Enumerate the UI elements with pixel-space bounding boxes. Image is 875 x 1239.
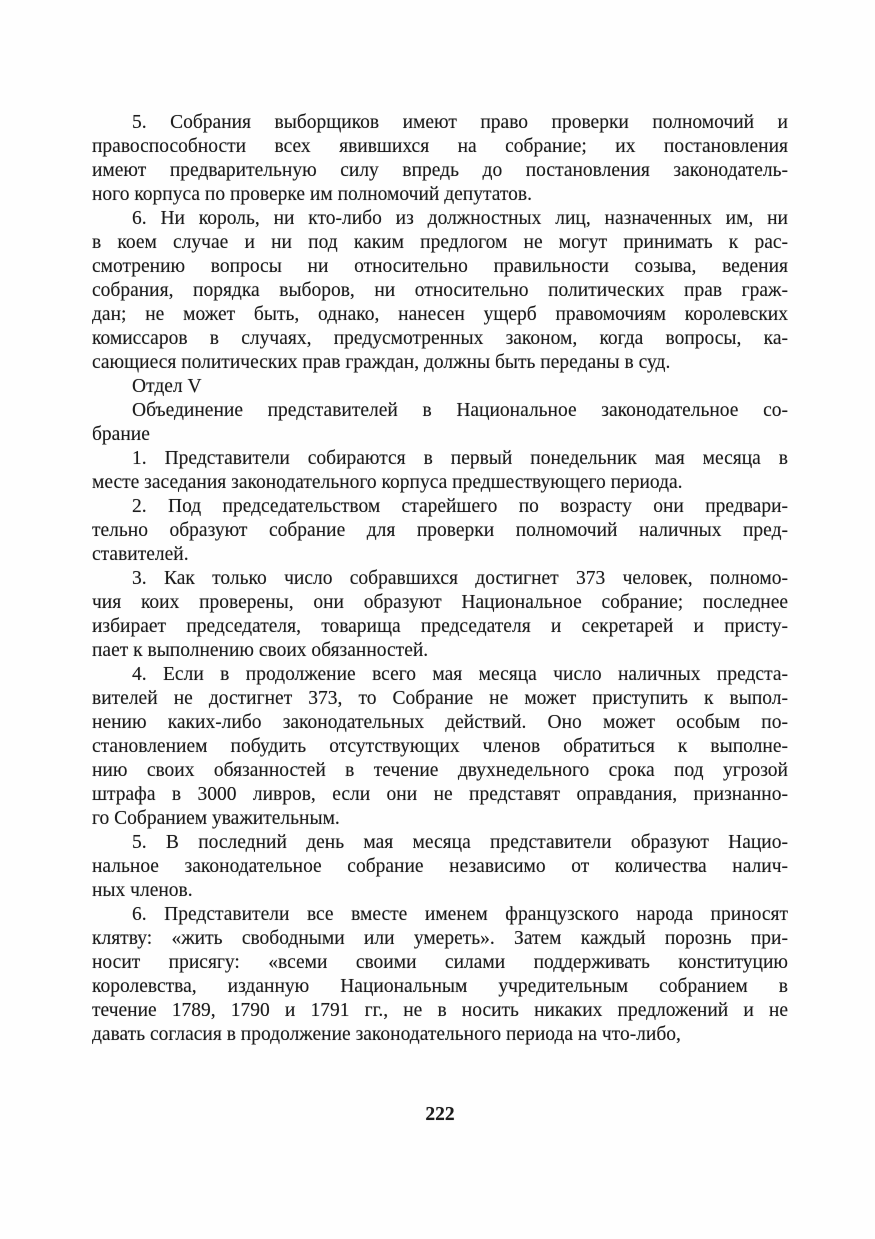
- text-line: Отдел V: [132, 376, 202, 397]
- text-line: 5. Собрания выборщиков имеют право проверки полномочий и: [132, 112, 788, 133]
- text-line: 2. Под председательством старейшего по возрасту они предвари-: [132, 496, 788, 517]
- text-line: 1. Представители собираются в первый понедельник мая месяца в: [132, 448, 788, 469]
- paragraph: [92, 375, 788, 399]
- text-line: давать согласия в продолжение законодательного периода на что-либо,: [92, 1024, 681, 1045]
- paragraph: [92, 111, 788, 207]
- text-line: брание: [92, 424, 150, 445]
- text-line: 6. Ни король, ни кто-либо из должностных лиц, назначенных им, ни: [132, 208, 788, 229]
- text-line: комиссаров в случаях, предусмотренных законом, когда вопросы, ка-: [92, 328, 788, 349]
- text-line: сающиеся политических прав граждан, должны быть переданы в суд.: [92, 352, 671, 373]
- text-line: клятву: «жить свободными или умереть». Затем каждый порознь при-: [92, 928, 788, 949]
- text-line: в коем случае и ни под каким предлогом не могут принимать к рас-: [92, 232, 788, 253]
- text-line: становлением побудить отсутствующих членов обратиться к выполне-: [92, 736, 788, 757]
- text-line: собрания, порядка выборов, ни относительно политических прав граж-: [92, 280, 788, 301]
- text-line: ных членов.: [92, 880, 193, 901]
- paragraph: [92, 567, 788, 663]
- text-line: королевства, изданную Национальным учредительным собранием в: [92, 976, 788, 997]
- text-line: имеют предварительную силу впредь до постановления законодатель-: [92, 160, 788, 181]
- text-line: Объединение представителей в Национальное законодательное со-: [132, 400, 788, 421]
- text-line: 4. Если в продолжение всего мая месяца число наличных предста-: [132, 664, 788, 685]
- text-line: го Собранием уважительным.: [92, 808, 340, 829]
- paragraph: [92, 831, 788, 903]
- text-line: штрафа в 3000 ливров, если они не представят оправдания, признанно-: [92, 784, 788, 805]
- paragraph: [92, 495, 788, 567]
- text-line: вителей не достигнет 373, то Собрание не может приступить к выпол-: [92, 688, 788, 709]
- text-line: ставителей.: [92, 544, 189, 565]
- text-line: смотрению вопросы ни относительно правильности созыва, ведения: [92, 256, 788, 277]
- paragraph: [92, 207, 788, 375]
- text-line: нальное законодательное собрание независимо от количества налич-: [92, 856, 788, 877]
- text-line: 5. В последний день мая месяца представители образуют Нацио-: [132, 832, 788, 853]
- text-line: пает к выполнению своих обязанностей.: [92, 640, 429, 661]
- text-line: носит присягу: «всеми своими силами поддерживать конституцию: [92, 952, 788, 973]
- text-line: дан; не может быть, однако, нанесен ущерб правомочиям королевских: [92, 304, 788, 325]
- paragraph: [92, 399, 788, 447]
- text-line: чия коих проверены, они образуют Национальное собрание; последнее: [92, 592, 788, 613]
- text-block: [92, 111, 788, 1047]
- paragraph: [92, 447, 788, 495]
- text-line: течение 1789, 1790 и 1791 гг., не в носить никаких предложений и не: [92, 1000, 788, 1021]
- text-line: месте заседания законодательного корпуса предшествующего периода.: [92, 472, 683, 493]
- text-line: 6. Представители все вместе именем французского народа приносят: [132, 904, 788, 925]
- text-line: нению каких-либо законодательных действий. Оно может особым по-: [92, 712, 788, 733]
- paragraph: [92, 903, 788, 1047]
- text-line: 3. Как только число собравшихся достигнет 373 человек, полномо-: [132, 568, 788, 589]
- text-line: тельно образуют собрание для проверки полномочий наличных пред-: [92, 520, 788, 541]
- text-line: правоспособности всех явившихся на собрание; их постановления: [92, 136, 788, 157]
- text-line: ного корпуса по проверке им полномочий депутатов.: [92, 184, 532, 205]
- text-line: избирает председателя, товарища председателя и секретарей и присту-: [92, 616, 788, 637]
- page-number: 222: [425, 1104, 455, 1125]
- paragraph: [92, 663, 788, 831]
- text-line: нию своих обязанностей в течение двухнедельного срока под угрозой: [92, 760, 788, 781]
